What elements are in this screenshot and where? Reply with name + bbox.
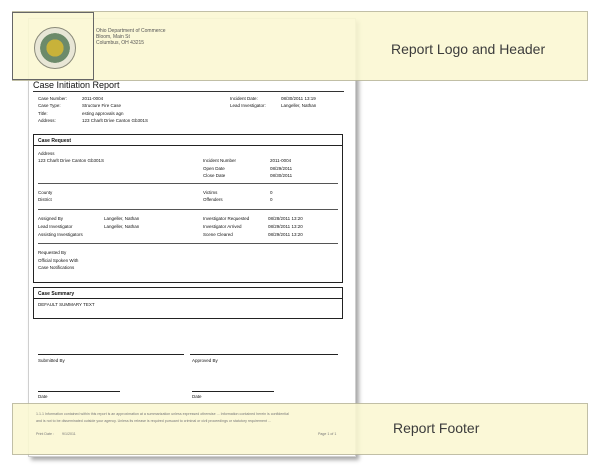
cr-address-label: Address bbox=[38, 151, 55, 156]
incident-number-label: Incident Number bbox=[203, 158, 237, 163]
agency-city: Columbus, OH 43215 bbox=[96, 40, 145, 46]
cr-lead-investigator-value: Langeller, Nathan bbox=[104, 224, 140, 229]
case-type-label: Case Type: bbox=[38, 103, 61, 108]
lead-investigator-value: Langeller, Nathan bbox=[281, 103, 317, 108]
case-summary-heading: Case Summary bbox=[38, 291, 75, 297]
date-line-right bbox=[192, 391, 274, 392]
footer-disclaimer-line-2: and is not to be disseminated outside your agency. Unless its release is required pursuant to criminal or civil proceedings or statutory requirement ... bbox=[36, 419, 272, 423]
date-label-right: Date bbox=[192, 394, 202, 399]
header-callout bbox=[12, 11, 588, 81]
case-summary-heading-rule bbox=[33, 298, 343, 299]
case-request-heading: Case Request bbox=[38, 138, 72, 144]
agency-address bbox=[96, 28, 165, 46]
print-date-label: Print Date : bbox=[36, 432, 54, 436]
investigator-arrived-value: 08/29/2011 13:20 bbox=[268, 224, 303, 229]
title-divider bbox=[33, 91, 344, 92]
county-label: County bbox=[38, 190, 53, 195]
submitted-by-label: Submitted By bbox=[38, 358, 65, 363]
close-date-label: Close Date bbox=[203, 173, 226, 178]
investigator-requested-value: 08/28/2011 13:20 bbox=[268, 216, 303, 221]
assigned-by-value: Langeller, Nathan bbox=[104, 216, 140, 221]
assisting-investigators-label: Assisting Investigators bbox=[38, 232, 83, 237]
offenders-value: 0 bbox=[270, 197, 273, 202]
district-label: District bbox=[38, 197, 52, 202]
date-label-left: Date bbox=[38, 394, 48, 399]
open-date-label: Open Date bbox=[203, 166, 225, 171]
date-line-left bbox=[38, 391, 120, 392]
cr-divider-2 bbox=[38, 209, 338, 210]
agency-street: Bloom, Main St bbox=[96, 34, 130, 40]
case-type-value: Structure Fire Case bbox=[82, 103, 122, 108]
assigned-by-label: Assigned By bbox=[38, 216, 64, 221]
title-value: esting approvals agn bbox=[82, 111, 124, 116]
case-notifications-label: Case Notifications bbox=[38, 265, 75, 270]
cr-divider-3 bbox=[38, 243, 338, 244]
approved-by-label: Approved By bbox=[192, 358, 218, 363]
cr-divider-1 bbox=[38, 183, 338, 184]
cr-address-value: 123 Charlt Drive Canton Gb301S bbox=[38, 158, 105, 163]
approved-by-line bbox=[190, 354, 338, 355]
scene-cleared-label: Scene Cleared bbox=[203, 232, 233, 237]
address-value: 123 Charlt Drive Canton Gb301S bbox=[82, 118, 149, 123]
header-callout-label: Report Logo and Header bbox=[391, 41, 546, 57]
case-number-label: Case Number: bbox=[38, 96, 68, 101]
footer-callout-label: Report Footer bbox=[393, 420, 480, 436]
official-spoken-with-label: Official Spoken With bbox=[38, 258, 79, 263]
case-number-value: 2011-0004 bbox=[82, 96, 104, 101]
offenders-label: Offenders bbox=[203, 197, 223, 202]
state-seal-logo bbox=[34, 27, 76, 69]
incident-date-label: Incident Date: bbox=[230, 96, 258, 101]
address-label: Address: bbox=[38, 118, 56, 123]
scene-cleared-value: 08/29/2011 13:20 bbox=[268, 232, 303, 237]
investigator-arrived-label: Investigator Arrived bbox=[203, 224, 242, 229]
incident-number-value: 2011-0004 bbox=[270, 158, 292, 163]
case-summary-text: DEFAULT SUMMARY TEXT bbox=[38, 302, 95, 307]
title-label: Title: bbox=[38, 111, 48, 116]
footer-disclaimer-line-1: 1.1.1 Information contained within this report is an approximation at a summarization unless expressed otherwise ... Information contained herein is confidential bbox=[36, 412, 289, 416]
open-date-value: 08/29/2011 bbox=[270, 166, 293, 171]
page-number: Page 1 of 1 bbox=[318, 432, 337, 436]
incident-date-value: 08/30/2011 13:19 bbox=[281, 96, 316, 101]
investigator-requested-label: Investigator Requested bbox=[203, 216, 250, 221]
cr-lead-investigator-label: Lead Investigator bbox=[38, 224, 73, 229]
submitted-by-line bbox=[38, 354, 184, 355]
requested-by-label: Requested By bbox=[38, 250, 67, 255]
report-title: Case Initiation Report bbox=[33, 80, 120, 90]
case-request-heading-rule bbox=[33, 145, 343, 146]
agency-name: Ohio Department of Commerce bbox=[96, 28, 166, 34]
close-date-value: 08/30/2011 bbox=[270, 173, 293, 178]
victims-value: 0 bbox=[270, 190, 273, 195]
victims-label: Victims bbox=[203, 190, 218, 195]
print-date-value: 9/1/2011 bbox=[62, 432, 76, 436]
lead-investigator-label: Lead Investigator: bbox=[230, 103, 266, 108]
